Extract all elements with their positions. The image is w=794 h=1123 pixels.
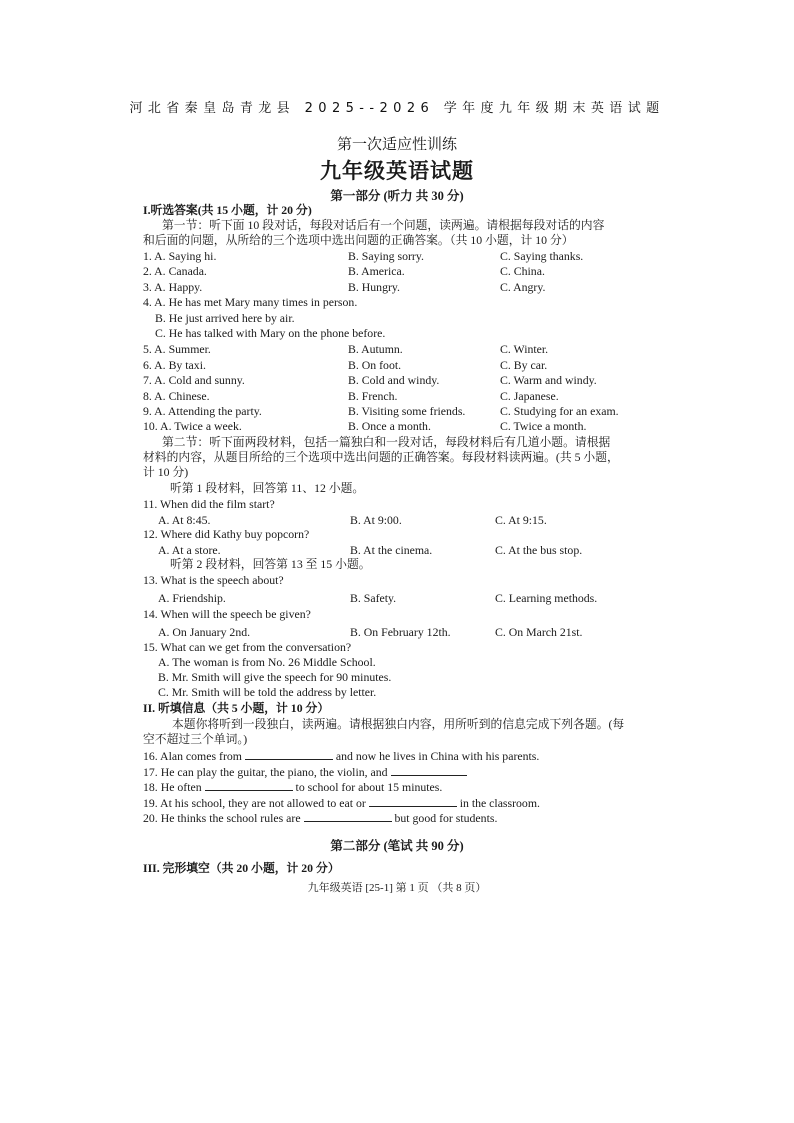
question-4-option-c: C. He has talked with Mary on the phone before. <box>155 326 386 340</box>
question-11-option-b: B. At 9:00. <box>350 513 402 527</box>
page-footer: 九年级英语 [25-1] 第 1 页 （共 8 页） <box>307 882 487 894</box>
question-19-text: in the classroom. <box>459 796 540 810</box>
question-11-stem: 11. When did the film start? <box>143 497 275 511</box>
section-one-part-two-intro: 第二节：听下面两段材料，包括一篇独白和一段对话，每段材料后有几道小题。请根据 <box>162 435 611 449</box>
question-17 <box>143 764 467 779</box>
answer-blank-16[interactable] <box>245 748 333 760</box>
question-6-option-b: B. On foot. <box>348 358 402 372</box>
question-9-option-a: 9. A. Attending the party. <box>143 404 262 418</box>
question-14-option-b: B. On February 12th. <box>350 625 451 639</box>
question-20 <box>143 810 497 825</box>
question-18-text: 18. He often <box>143 780 202 794</box>
question-15-stem: 15. What can we get from the conversation? <box>143 640 352 654</box>
question-4-option-a: 4. A. He has met Mary many times in person. <box>143 295 358 309</box>
question-16-text: and now he lives in China with his parents. <box>335 749 540 763</box>
answer-blank-19[interactable] <box>369 795 457 807</box>
question-7-option-a: 7. A. Cold and sunny. <box>143 373 245 387</box>
question-20-text: 20. He thinks the school rules are <box>143 811 301 825</box>
question-15-option-c: C. Mr. Smith will be told the address by letter. <box>158 685 377 699</box>
exam-subtitle: 第一次适应性训练 <box>336 137 457 153</box>
question-12-stem: 12. Where did Kathy buy popcorn? <box>143 527 310 541</box>
question-14-option-a: A. On January 2nd. <box>158 625 251 639</box>
document-header: 河北省秦皇岛青龙县 2025--2026 学年度九年级期末英语试题 <box>129 101 665 116</box>
part-one-heading: 第一部分 (听力 共 30 分) <box>330 189 464 203</box>
question-20-text: but good for students. <box>394 811 498 825</box>
answer-blank-17[interactable] <box>391 764 467 776</box>
question-12-option-b: B. At the cinema. <box>350 543 433 557</box>
question-19 <box>143 795 540 810</box>
question-11-option-a: A. At 8:45. <box>158 513 211 527</box>
question-5-option-c: C. Winter. <box>500 342 549 356</box>
question-14-option-c: C. On March 21st. <box>495 625 583 639</box>
question-16-text: 16. Alan comes from <box>143 749 242 763</box>
question-5-option-a: 5. A. Summer. <box>143 342 211 356</box>
question-9-option-b: B. Visiting some friends. <box>348 404 466 418</box>
exam-title: 九年级英语试题 <box>320 159 474 183</box>
section-two-heading: II. 听填信息（共 5 小题，计 10 分） <box>143 701 330 715</box>
question-16 <box>143 748 539 763</box>
question-4-option-b: B. He just arrived here by air. <box>155 311 295 325</box>
section-three-heading: III. 完形填空（共 20 小题，计 20 分） <box>143 861 340 875</box>
answer-blank-18[interactable] <box>205 779 293 791</box>
question-3-option-b: B. Hungry. <box>348 280 400 294</box>
question-13-stem: 13. What is the speech about? <box>143 573 284 587</box>
question-15-option-b: B. Mr. Smith will give the speech for 90 minutes. <box>158 670 392 684</box>
question-12-option-c: C. At the bus stop. <box>495 543 583 557</box>
section-one-intro: 和后面的问题，从所给的三个选项中选出问题的正确答案。（共 10 小题，计 10 分） <box>143 233 574 247</box>
material-2-instruction: 听第 2 段材料，回答第 13 至 15 小题。 <box>170 557 371 571</box>
question-9-option-c: C. Studying for an exam. <box>500 404 619 418</box>
section-one-intro: 第一节：听下面 10 段对话，每段对话后有一个问题，读两遍。请根据每段对话的内容 <box>162 218 605 232</box>
question-13-option-a: A. Friendship. <box>158 591 226 605</box>
section-two-intro: 空不超过三个单词。) <box>143 732 248 746</box>
question-7-option-b: B. Cold and windy. <box>348 373 440 387</box>
question-10-option-a: 10. A. Twice a week. <box>143 419 242 433</box>
question-1-option-a: 1. A. Saying hi. <box>143 249 217 263</box>
question-6-option-c: C. By car. <box>500 358 548 372</box>
question-3-option-c: C. Angry. <box>500 280 546 294</box>
question-11-option-c: C. At 9:15. <box>495 513 547 527</box>
question-7-option-c: C. Warm and windy. <box>500 373 597 387</box>
question-14-stem: 14. When will the speech be given? <box>143 607 311 621</box>
question-13-option-b: B. Safety. <box>350 591 397 605</box>
section-one-heading: I.听选答案(共 15 小题，计 20 分) <box>143 203 312 217</box>
question-8-option-c: C. Japanese. <box>500 389 559 403</box>
question-13-option-c: C. Learning methods. <box>495 591 598 605</box>
question-5-option-b: B. Autumn. <box>348 342 403 356</box>
question-2-option-a: 2. A. Canada. <box>143 264 207 278</box>
material-1-instruction: 听第 1 段材料，回答第 11、12 小题。 <box>170 481 365 495</box>
question-19-text: 19. At his school, they are not allowed to eat or <box>143 796 366 810</box>
question-2-option-b: B. America. <box>348 264 405 278</box>
question-8-option-b: B. French. <box>348 389 398 403</box>
question-12-option-a: A. At a store. <box>158 543 221 557</box>
answer-blank-20[interactable] <box>304 810 392 822</box>
question-1-option-b: B. Saying sorry. <box>348 249 424 263</box>
question-10-option-c: C. Twice a month. <box>500 419 587 433</box>
question-2-option-c: C. China. <box>500 264 545 278</box>
question-15-option-a: A. The woman is from No. 26 Middle School. <box>158 655 376 669</box>
question-18 <box>143 779 442 794</box>
question-6-option-a: 6. A. By taxi. <box>143 358 206 372</box>
question-1-option-c: C. Saying thanks. <box>500 249 584 263</box>
question-3-option-a: 3. A. Happy. <box>143 280 203 294</box>
question-17-text: 17. He can play the guitar, the piano, the violin, and <box>143 765 388 779</box>
question-10-option-b: B. Once a month. <box>348 419 431 433</box>
question-8-option-a: 8. A. Chinese. <box>143 389 210 403</box>
part-two-heading: 第二部分 (笔试 共 90 分) <box>330 839 464 853</box>
section-one-part-two-intro: 材料的内容，从题目所给的三个选项中选出问题的正确答案。每段材料读两遍。(共 5 小题， <box>143 450 619 464</box>
question-18-text: to school for about 15 minutes. <box>295 780 443 794</box>
section-one-part-two-intro: 计 10 分) <box>143 465 189 479</box>
section-two-intro: 本题你将听到一段独白，读两遍。请根据独白内容，用所听到的信息完成下列各题。(每 <box>172 717 625 731</box>
